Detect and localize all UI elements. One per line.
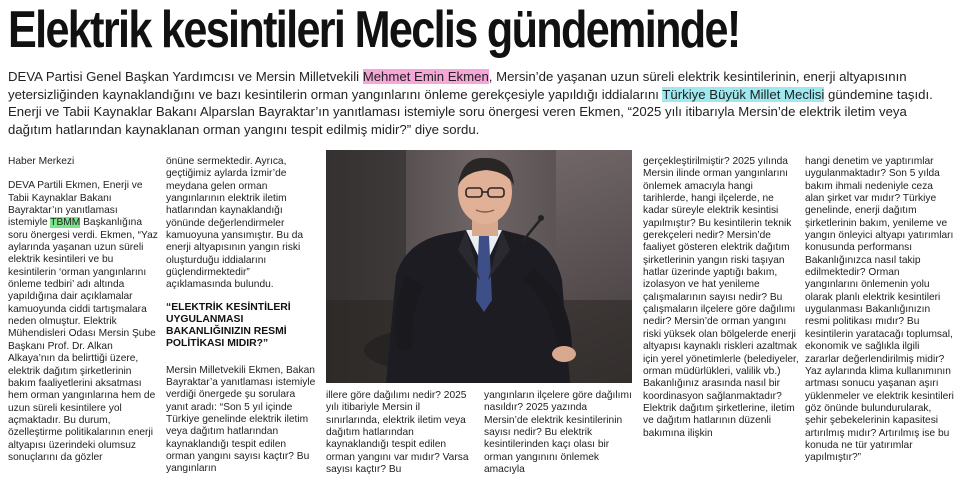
- col1-text-a: DEVA Partili Ekmen, Enerji ve Tabii Kaynaklar Bakanı Bayraktar’ın yanıtlaması istemiyle: [8, 180, 143, 229]
- lead-text-1: DEVA Partisi Genel Başkan Yardımcısı ve Mersin Milletvekili: [8, 69, 363, 84]
- column-4-lower-text: yangınların ilçelere göre dağılımı nasıldır? 2025 yazında Mersin’de elektrik kesintilerinin sayısı nedir? Bu elektrik kesintilerinden kaçı olası bir orman yangınını önlemek amacıyla: [484, 390, 632, 476]
- column-6: [805, 156, 955, 465]
- highlight-tbmm-abbrev: TBMM: [50, 217, 81, 229]
- byline: Haber Merkezi: [8, 156, 75, 167]
- headline: Elektrik kesintileri Meclis gündeminde!: [8, 1, 740, 59]
- column-2-text-2: Mersin Milletvekili Ekmen, Bakan Bayraktar’a yanıtlaması istemiyle verdiği önergede şu sorulara yanıt aradı: “Son 5 yıl içinde Türkiye genelinde elektrik iletim veya dağıtım hatlarından kaynaklandığı tespit edilen orman yangını sayısı kaçtır? Bu yangınların: [166, 364, 316, 475]
- lead-text-2: , Mersin’de yaşanan uzun süreli elektrik kesintilerinin, enerji altyapısının yetersizliğinden kaynaklandığını ve bazı kesintilerin orman yangınlarını önleme gerekçesiyle yapıldığı iddialarını: [8, 69, 907, 102]
- highlight-tbmm: Türkiye Büyük Millet Meclisi: [662, 86, 825, 102]
- speaker-at-podium-image: [326, 150, 632, 383]
- highlight-mp-name: Mehmet Emin Ekmen: [362, 69, 489, 84]
- column-5-text: gerçekleştirilmiştir? 2025 yılında Mersin ilinde orman yangınlarını önlemek amacıyla hangi tarihlerde, hangi ilçelerde, ne kadar süreyle elektrik kesintisi yapılmıştır? Bu kesintilerin teknik gerekçeleri nedir? Mersin’de faaliyet gösteren elektrik dağıtım şirketlerinin yangın riski taşıyan hatlar üzerinde yaptığı bakım, izolasyon ve hat yenileme çalışmalarının sayısı nedir? Bu çalışmaların ilçelere göre dağılımı nedir? Mersin’de orman yangını riski yüksek olan bölgelerde enerji altyapısı kaynaklı riskleri azaltmak için yerel yönetimlerle (belediyeler, orman müdürlükleri, valilik vb.) Bakanlığınız arasında nasıl bir koordinasyon sağlanmaktadır? Elektrik dağıtım şirketlerine, iletim ve dağıtım hatlarının düzenli bakımına ilişkin: [643, 156, 799, 439]
- column-2-text-1: önüne sermektedir. Ayrıca, geçtiğimiz aylarda İzmir’de meydana gelen orman yangınlarının elektrik iletim hatlarından kaynaklandığı yönünde değerlendirmeler kamuoyuna yansımıştır. Bu da enerji altyapısının yangın riski oluşturduğu iddialarını güçlendirmektedir” açıklamasında bulundu.: [166, 156, 304, 291]
- col1-text-b: Başkanlığına soru önergesi verdi. Ekmen, “Yaz aylarında yaşanan uzun süreli elektrik kesintileri ve bu kesintilerin ‘orman yangınlarını önleme tedbiri’ adı altında yapıldığına dair açıklamalar kamuoyunda ciddi tartışmalara neden olmuştur. Elektrik Mühendisleri Odası Mersin Şube Başkanı Prof. Dr. Alkan Alkaya’nın da belirttiği üzere, elektrik dağıtım şirketlerinin bakım faaliyetlerini aksatması hem orman yangınlarına hem de uzun süreli kesintilere yol açmaktadır. Bu durum, özelleştirme politikalarının enerji altyapısı üzerindeki olumsuz sonuçlarını da gözler: [8, 217, 158, 463]
- column-5: [643, 156, 799, 440]
- column-1-text: [8, 180, 160, 464]
- article-photo: [326, 150, 632, 383]
- lead-paragraph: [8, 68, 952, 138]
- column-6-text: hangi denetim ve yaptırımlar uygulanmaktadır? Son 5 yılda bakım ihmali nedeniyle ceza alan şirket var mıdır? Türkiye genelinde, enerji dağıtım şirketlerinin bakım, yenileme ve yangın önleyici altyapı yatırımları konusunda performansı Bakanlığınızca nasıl takip edilmektedir? Orman yangınlarını önlemenin yolu olarak planlı elektrik kesintileri uygulanması Bakanlığınızın resmi politikası mıdır? Bu kesintilerin yaratacağı toplumsal, ekonomik ve sağlıkla ilgili zararlar değerlendirilmiş midir? Yaz aylarında klima kullanımının artması sonucu yaşanan aşırı yüklenmeler ve elektrik kesintileri göz önünde bulundurularak, şehir şebekelerinin kapasitesi artırılmış mıdır? Artırılmış ise bu konuda ne tür yatırımlar yapılmıştır?”: [805, 156, 954, 464]
- subheading: “ELEKTRİK KESİNTİLERİ UYGULANMASI BAKANLIĞINIZIN RESMİ POLİTİKASI MIDIR?”: [166, 301, 291, 350]
- column-4-lower: [484, 390, 634, 476]
- column-1: [8, 156, 160, 464]
- column-3-text: illere göre dağılımı nedir? 2025 yılı itibariyle Mersin il sınırlarında, elektrik iletim veya dağıtım hatlarından kaynaklandığı tespit edilen orman yangını var mıdır? Varsa sayısı kaçtır? Bu: [326, 390, 469, 476]
- column-3: [326, 390, 476, 476]
- lead-text-3: gündemine taşıdı. Enerji ve Tabii Kaynaklar Bakanı Alparslan Bayraktar’ın yanıtlaması istemiyle soru önergesi veren Ekmen, “2025 yılı itibarıyla Mersin’de elektrik iletim veya dağıtım hatlarından kaynaklanan orman yangını tespit edilmiş midir?” diye sordu.: [8, 86, 933, 137]
- column-2: [166, 156, 316, 476]
